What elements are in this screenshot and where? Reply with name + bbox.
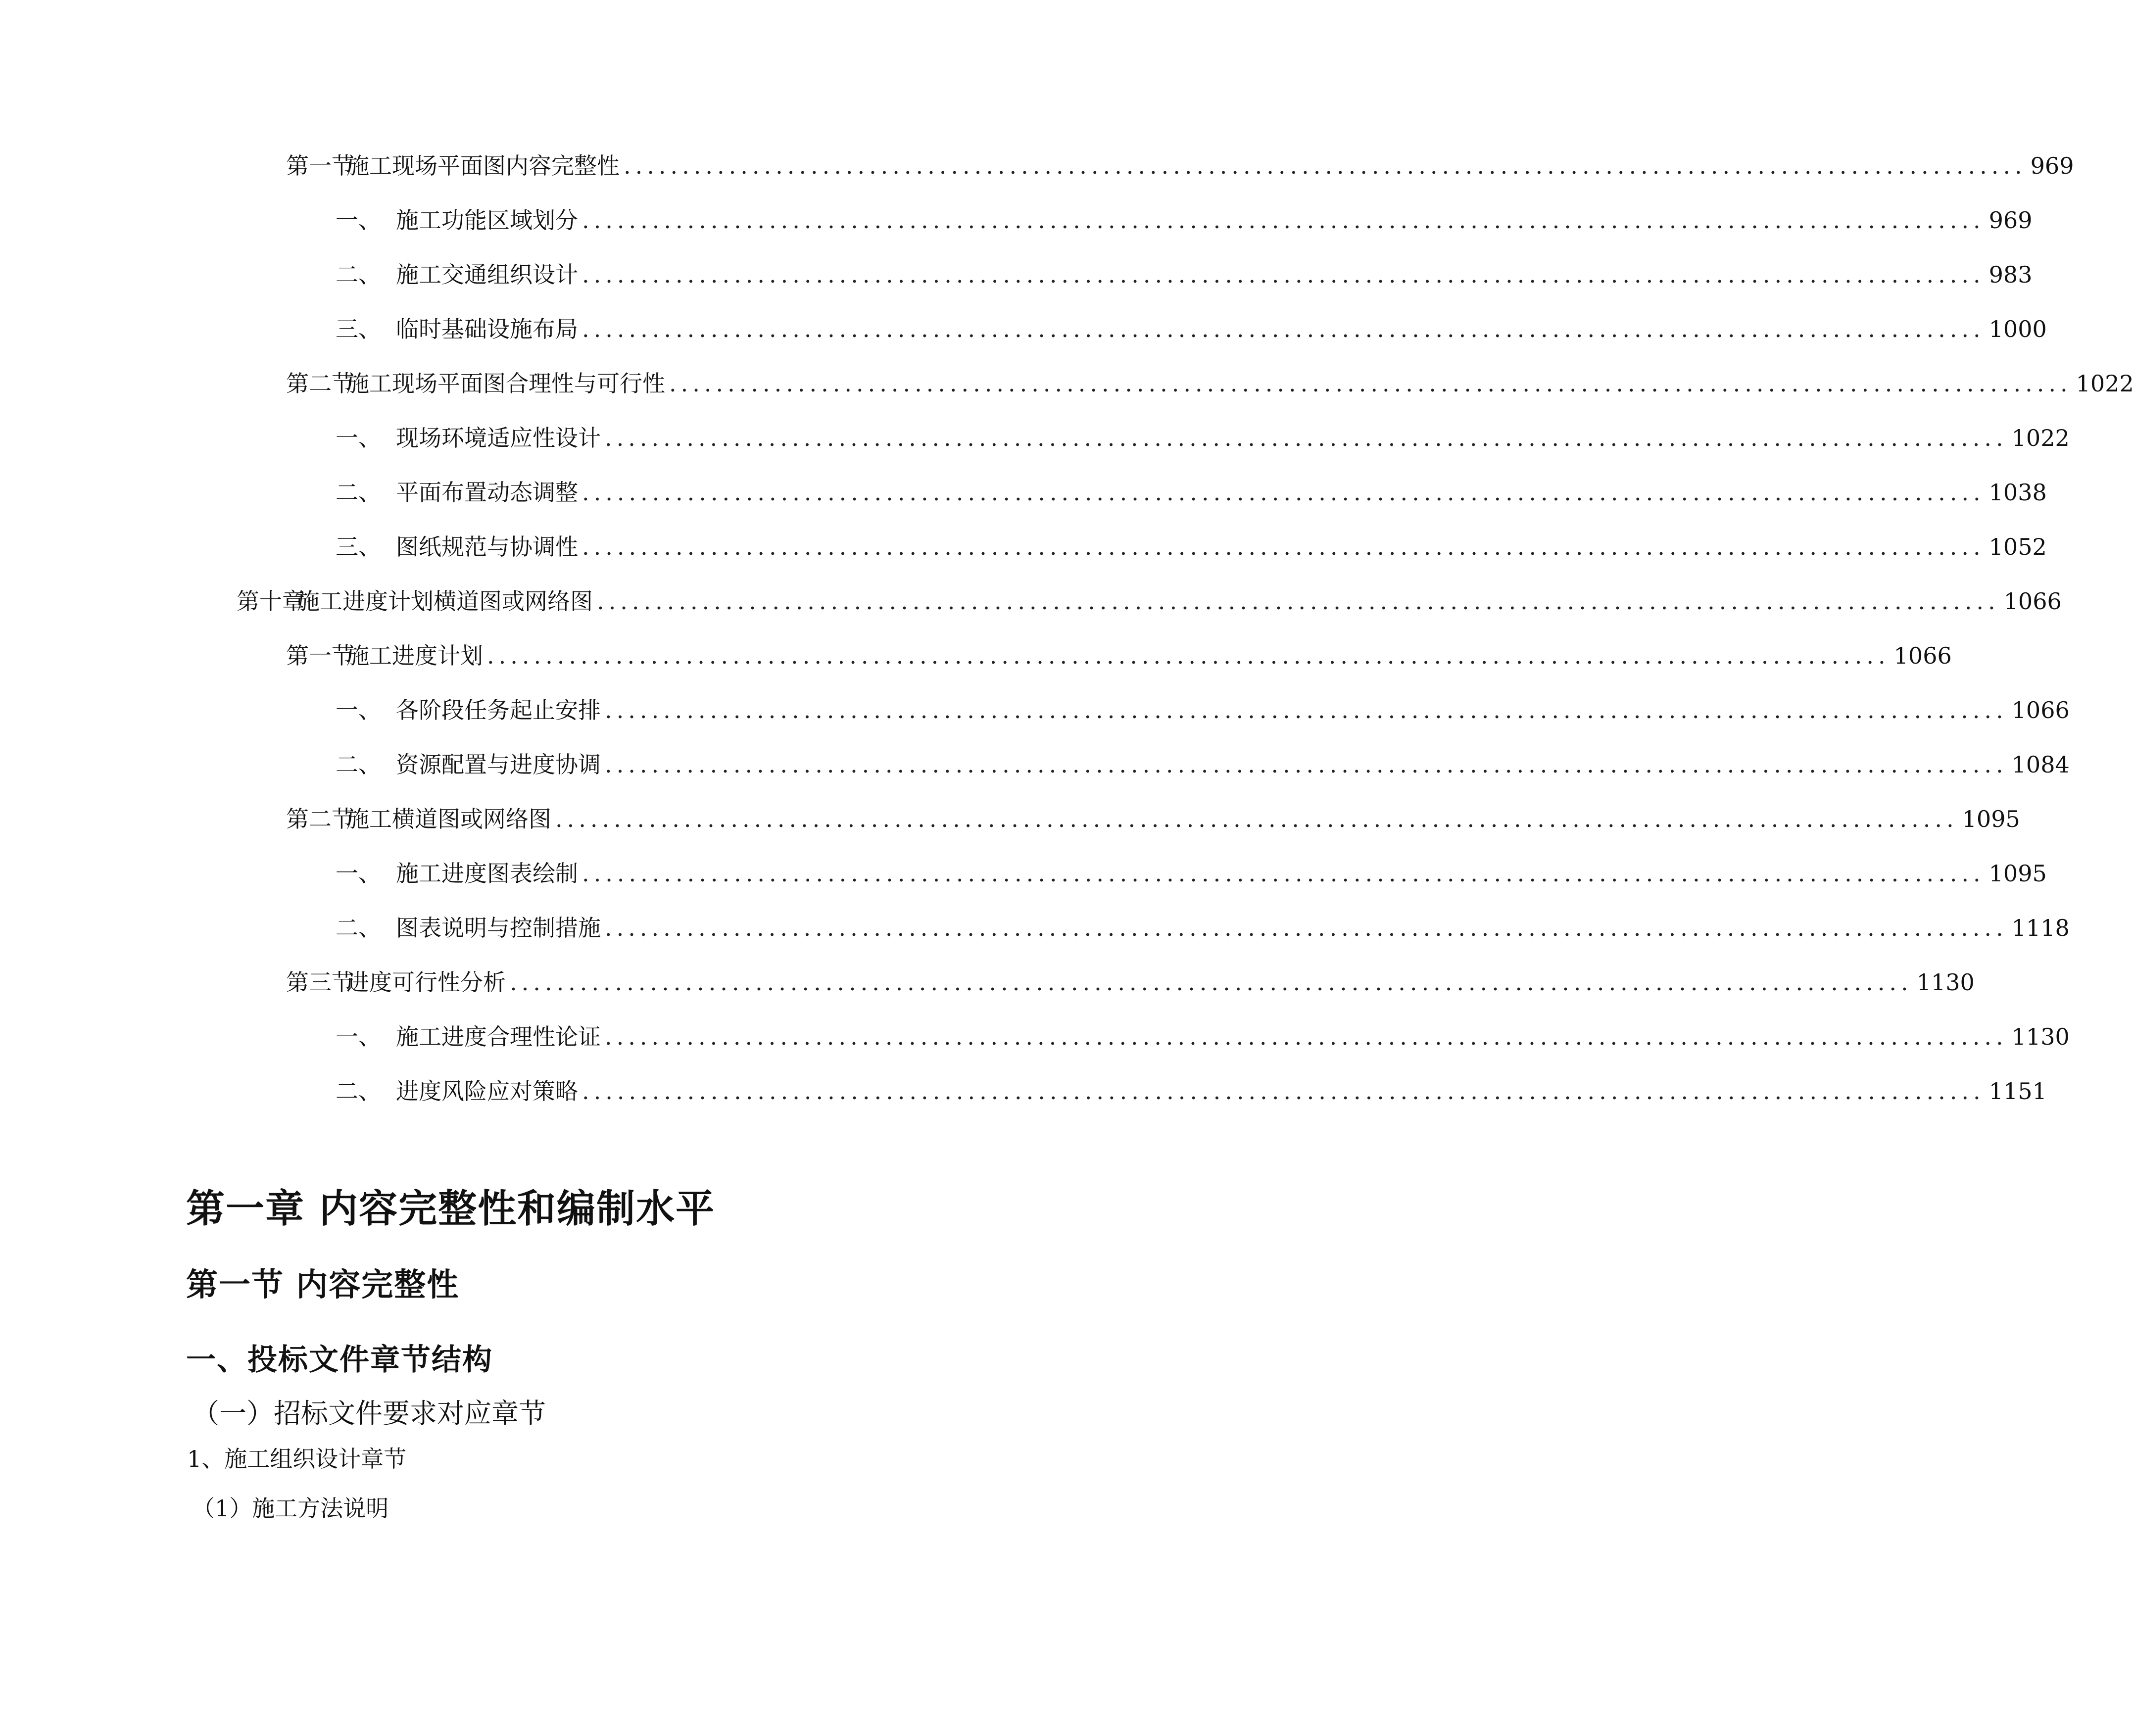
subsection-heading: 一、投标文件章节结构 <box>186 1343 493 1377</box>
toc-entry-number: 第一节 <box>286 152 354 179</box>
toc-entry-label <box>336 421 601 455</box>
toc-entry[interactable] <box>336 421 2070 455</box>
toc-entry-number: 三、 <box>336 533 381 560</box>
toc-entry[interactable] <box>237 584 2062 619</box>
toc-entry-title: 施工进度合理性论证 <box>396 1023 601 1050</box>
toc-dot-leader: ........................................................................................................................ <box>487 642 1890 669</box>
toc-entry-title: 施工交通组织设计 <box>396 261 578 288</box>
toc-entry-number: 一、 <box>336 697 381 723</box>
toc-page-number: 1066 <box>2003 588 2062 615</box>
toc-entry-number: 第二节 <box>286 370 354 397</box>
toc-entry-title: 进度可行性分析 <box>346 969 506 996</box>
toc-page-number: 1038 <box>1988 479 2047 506</box>
toc-entry[interactable] <box>336 475 2047 510</box>
outline-item-level1: （一）招标文件要求对应章节 <box>192 1398 546 1429</box>
toc-entry-title: 施工进度计划横道图或网络图 <box>297 588 593 615</box>
toc-entry-number: 二、 <box>336 915 381 941</box>
toc-entry-label <box>286 148 620 183</box>
toc-entry-number: 第三节 <box>286 969 354 996</box>
toc-entry-number: 二、 <box>336 751 381 778</box>
outline-item-level3: （1）施工方法说明 <box>192 1495 389 1522</box>
toc-page-number: 1130 <box>2011 1023 2070 1050</box>
toc-dot-leader: ........................................................................................................................ <box>582 533 1985 560</box>
toc-entry[interactable] <box>336 856 2047 891</box>
toc-entry-number: 二、 <box>336 479 381 506</box>
toc-entry[interactable] <box>336 747 2070 782</box>
toc-dot-leader: ........................................................................................................................ <box>582 207 1985 234</box>
toc-entry-number: 第十章 <box>237 588 305 615</box>
toc-dot-leader: ........................................................................................................................ <box>605 697 2008 723</box>
toc-page-number: 1022 <box>2011 425 2070 451</box>
toc-dot-leader: ........................................................................................................................ <box>582 316 1985 342</box>
toc-dot-leader: ........................................................................................................................ <box>605 751 2008 778</box>
toc-entry[interactable] <box>336 530 2047 564</box>
toc-entry-label <box>336 693 601 727</box>
toc-page-number: 969 <box>2030 152 2074 179</box>
toc-entry-label <box>286 965 506 1000</box>
toc-entry-title: 施工进度计划 <box>346 642 483 669</box>
toc-entry-title: 平面布置动态调整 <box>396 479 578 506</box>
toc-entry-label <box>336 1074 578 1109</box>
toc-entry[interactable] <box>336 203 2033 238</box>
toc-entry-label <box>286 802 551 836</box>
toc-entry-label <box>286 366 665 401</box>
toc-entry[interactable] <box>336 257 2033 292</box>
toc-dot-leader: ........................................................................................................................ <box>597 588 2000 615</box>
toc-entry[interactable] <box>336 693 2070 727</box>
toc-entry-number: 一、 <box>336 860 381 887</box>
toc-entry[interactable] <box>336 312 2047 346</box>
toc-entry-title: 各阶段任务起止安排 <box>396 697 601 723</box>
toc-entry-title: 图表说明与控制措施 <box>396 915 601 941</box>
toc-entry[interactable] <box>286 366 2134 401</box>
toc-entry[interactable] <box>286 965 1975 1000</box>
toc-entry-title: 现场环境适应性设计 <box>396 425 601 451</box>
toc-page-number: 1000 <box>1988 316 2047 342</box>
toc-entry-title: 施工现场平面图内容完整性 <box>346 152 620 179</box>
toc-page-number: 1130 <box>1916 969 1975 996</box>
toc-entry[interactable] <box>286 802 2020 836</box>
outline-item-level2: 1、施工组织设计章节 <box>187 1446 407 1472</box>
toc-entry[interactable] <box>336 1019 2070 1054</box>
toc-entry-number: 第二节 <box>286 806 354 832</box>
toc-entry-title: 施工横道图或网络图 <box>346 806 551 832</box>
toc-entry-title: 临时基础设施布局 <box>396 316 578 342</box>
toc-dot-leader: ........................................................................................................................ <box>582 479 1985 506</box>
toc-page-number: 1118 <box>2011 915 2070 941</box>
toc-entry[interactable] <box>336 1074 2047 1109</box>
toc-entry-number: 三、 <box>336 316 381 342</box>
toc-entry[interactable] <box>286 148 2074 183</box>
toc-entry-title: 图纸规范与协调性 <box>396 533 578 560</box>
toc-entry-label <box>237 584 593 619</box>
toc-dot-leader: ........................................................................................................................ <box>582 261 1985 288</box>
toc-dot-leader: ........................................................................................................................ <box>510 969 1913 996</box>
toc-entry[interactable] <box>336 911 2070 945</box>
toc-page-number: 1095 <box>1962 806 2020 832</box>
toc-page-number: 969 <box>1988 207 2033 234</box>
toc-entry-number: 二、 <box>336 261 381 288</box>
toc-entry-label <box>336 475 578 510</box>
toc-dot-leader: ........................................................................................................................ <box>555 806 1958 832</box>
toc-entry-title: 进度风险应对策略 <box>396 1078 578 1105</box>
toc-entry-label <box>286 638 483 673</box>
toc-page-number: 1066 <box>1893 642 1952 669</box>
section-heading: 第一节 内容完整性 <box>186 1267 460 1303</box>
toc-entry-number: 一、 <box>336 425 381 451</box>
toc-entry-label <box>336 257 578 292</box>
toc-entry[interactable] <box>286 638 1952 673</box>
toc-entry-label <box>336 203 578 238</box>
toc-dot-leader: ........................................................................................................................ <box>582 1078 1985 1105</box>
toc-dot-leader: ........................................................................................................................ <box>605 1023 2008 1050</box>
toc-entry-label <box>336 530 578 564</box>
toc-entry-number: 一、 <box>336 207 381 234</box>
toc-entry-title: 施工进度图表绘制 <box>396 860 578 887</box>
toc-entry-label <box>336 312 578 346</box>
toc-entry-number: 二、 <box>336 1078 381 1105</box>
toc-entry-number: 一、 <box>336 1023 381 1050</box>
toc-entry-title: 施工功能区域划分 <box>396 207 578 234</box>
toc-page-number: 1084 <box>2011 751 2070 778</box>
toc-page-number: 1095 <box>1988 860 2047 887</box>
toc-page-number: 1151 <box>1988 1078 2047 1105</box>
toc-entry-title: 施工现场平面图合理性与可行性 <box>346 370 665 397</box>
toc-dot-leader: ........................................................................................................................ <box>605 425 2008 451</box>
chapter-heading: 第一章 内容完整性和编制水平 <box>186 1187 716 1231</box>
toc-dot-leader: ........................................................................................................................ <box>669 370 2072 397</box>
toc-page-number: 1066 <box>2011 697 2070 723</box>
toc-entry-label <box>336 1019 601 1054</box>
toc-entry-title: 资源配置与进度协调 <box>396 751 601 778</box>
toc-dot-leader: ........................................................................................................................ <box>605 915 2008 941</box>
toc-entry-label <box>336 911 601 945</box>
toc-dot-leader: ........................................................................................................................ <box>582 860 1985 887</box>
toc-page-number: 1022 <box>2076 370 2134 397</box>
toc-page-number: 983 <box>1988 261 2033 288</box>
toc-entry-label <box>336 747 601 782</box>
toc-entry-number: 第一节 <box>286 642 354 669</box>
toc-dot-leader: ........................................................................................................................ <box>624 152 2027 179</box>
toc-page-number: 1052 <box>1988 533 2047 560</box>
toc-entry-label <box>336 856 578 891</box>
